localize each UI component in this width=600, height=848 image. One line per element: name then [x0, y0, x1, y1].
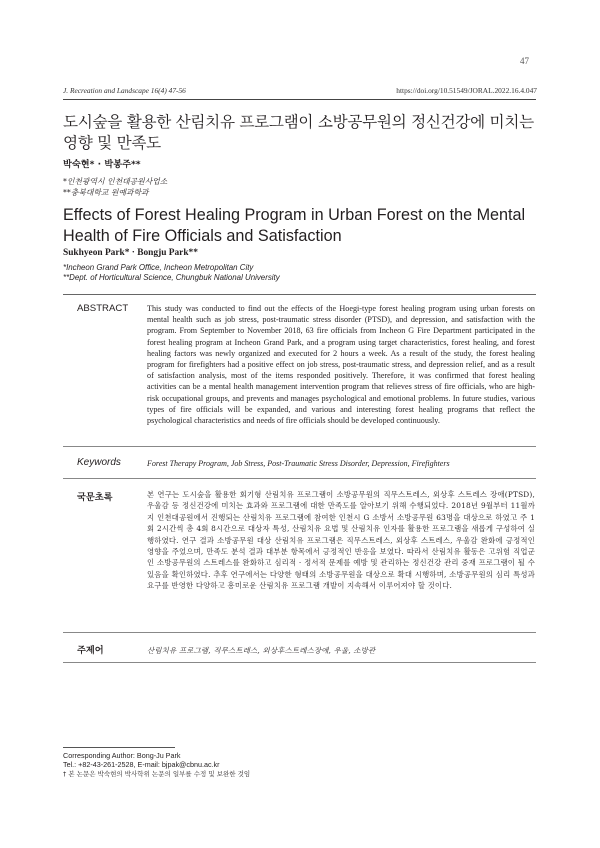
korean-abstract-text: 본 연구는 도시숲을 활용한 회기형 산림치유 프로그램이 소방공무원의 직무스트레스, 외상후 스트레스 장애(PTSD), 우울감 등 정신건강에 미치는 효과와 프로그램에 대한 만족도를 알아보기 위해 수행되었다. 2018년 9월부터 11월까지 인천대공원에서 진행되는 산림치유 프로그램에 참여한 인천시 G 소방서 소방공무원 63명을 대상으로 하였고 주 1회 2시간씩 총 4회 8시간으로 대상자 특성, 산림치유 요법 및 산림치유 인자를 활용한 프로그램을 새롭게 구성하여 실행하였다. 연구 결과 소방공무원 대상 산림치유 프로그램은 직무스트레스, 외상후 스트레스, 우울감 완화에 긍정적인 영향을 주었으며, 만족도 분석 결과 대부분 항목에서 긍정적인 반응을 보였다. 따라서 산림치유 활동은 고위험 직업군인 소방공무원의 스트레스를 완화하고 심리적 · 정서적 문제를 예방 및 관리하는 정신건강 관리 중재 프로그램이 될 수 있음을 확인하였다. 추후 연구에서는 다양한 형태의 소방공무원을 대상으로 확대 시행하며, 소방공무원의 심리 특성과 요구를 반영한 다양하고 흥미로운 산림치유 프로그램 개발이 지속해서 이루어져야 할 것이다.: [147, 490, 535, 591]
abstract-divider: [63, 294, 536, 295]
keywords-top-divider: [63, 446, 536, 447]
abstract-label: ABSTRACT: [77, 303, 129, 314]
korean-keywords-bottom-divider: [63, 662, 536, 663]
korean-keywords-text: 산림치유 프로그램, 직무스트레스, 외상후스트레스장애, 우울, 소방관: [147, 646, 376, 655]
affiliations-korean: [63, 176, 167, 198]
title-english: Effects of Forest Healing Program in Urban Forest on the Mental Health of Fire Officials and Satisfaction: [63, 206, 526, 245]
corresponding-author: Corresponding Author: Bong-Ju Park: [63, 751, 181, 760]
journal-citation: J. Recreation and Landscape 16(4) 47-56: [63, 86, 186, 95]
korean-abstract-label: 국문초록: [77, 492, 113, 503]
affiliation-en-2: **Dept. of Horticultural Science, Chungbuk National University: [63, 273, 280, 282]
korean-keywords-label: 주제어: [77, 645, 104, 656]
affiliations-english: [63, 263, 280, 283]
korean-keywords-top-divider: [63, 632, 536, 633]
contact-info: Tel.: +82-43-261-2528, E-mail: bjpak@cbnu.ac.kr: [63, 760, 220, 769]
affiliation-en-1: *Incheon Grand Park Office, Incheon Metropolitan City: [63, 263, 254, 272]
header-divider: [63, 99, 536, 100]
abstract-text: This study was conducted to find out the effects of the Hoegi-type forest healing program using urban forests on mental health such as job stress, post-traumatic stress disorder (PTSD), and depression, and satisfaction with the program. From September to November 2018, 63 fire officials from Incheon G Fire Department participated in the forest healing program at Incheon Grand Park, and a program using target characteristics, forest healing, and forest healing factors was newly organized and executed for 2 hours a week. As a result of the study, the forest healing program for firefighters had a positive effect on job stress, post-traumatic stress, and depression relief, and as a result of satisfaction analysis, most of the items responded positively. Therefore, it was confirmed that forest healing activities can be a mental health management intervention program that relieves stress of fire officials, who are high-risk occupational groups, and prevents and manages psychological and emotional problems. In future studies, various types of fire officials will be expanded, and various and interesting forest healing programs that reflect the psychological characteristics and needs of fire officials should be developed continuously.: [147, 304, 535, 426]
affiliation-ko-2: **충북대학교 원예과학과: [63, 188, 149, 197]
page-number: 47: [520, 56, 529, 66]
keywords-bottom-divider: [63, 478, 536, 479]
keywords-label: Keywords: [77, 457, 121, 468]
keywords-text: Forest Therapy Program, Job Stress, Post-Traumatic Stress Disorder, Depression, Firefighters: [147, 459, 450, 468]
doi-link[interactable]: https://doi.org/10.51549/JORAL.2022.16.4.047: [396, 86, 537, 95]
authors-korean: 박숙현* · 박봉주**: [63, 159, 141, 170]
thesis-note: † 본 논문은 박숙현의 박사학위 논문의 일부를 수정 및 보완한 것임: [63, 770, 251, 778]
authors-english: Sukhyeon Park* · Bongju Park**: [63, 248, 198, 258]
affiliation-ko-1: *인천광역시 인천대공원사업소: [63, 177, 168, 186]
title-korean: 도시숲을 활용한 산림치유 프로그램이 소방공무원의 정신건강에 미치는 영향 및 만족도: [63, 113, 534, 152]
footnote-divider: [63, 747, 175, 748]
